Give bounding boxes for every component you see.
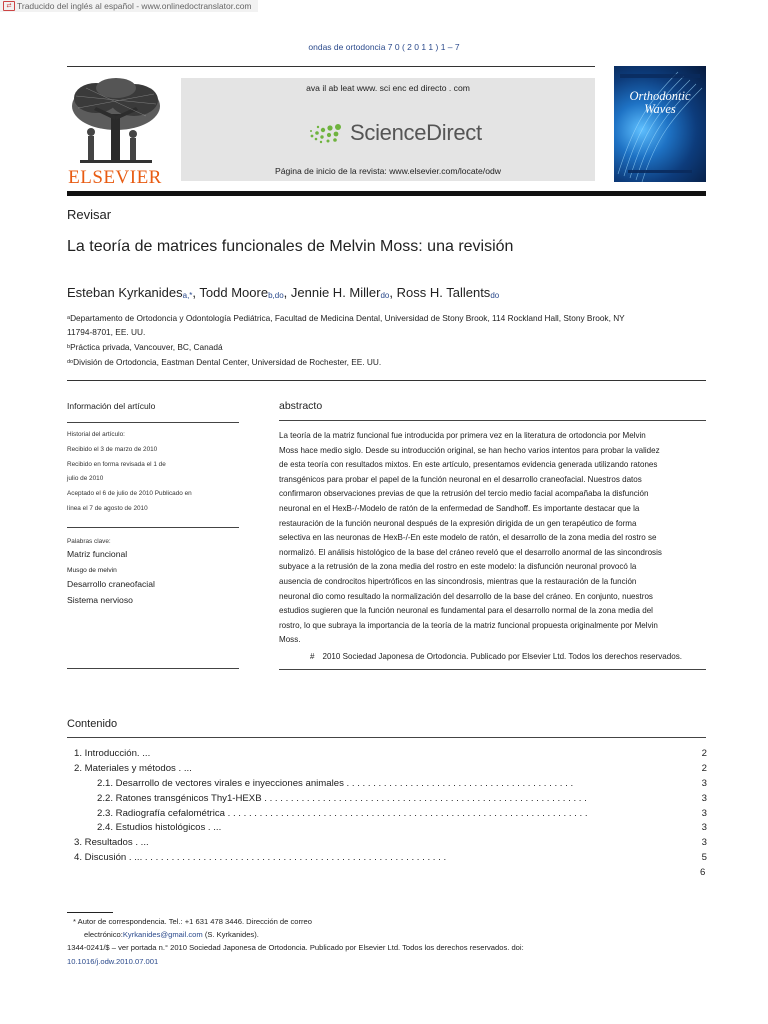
affiliation-a <box>67 311 625 325</box>
abstract-line: ausencia de condrocitos hipertróficos en las sincondrosis, mientras que la restauración de la función <box>279 576 637 586</box>
divider <box>67 527 239 528</box>
corresponding-author-note: * Autor de correspondencia. Tel.: +1 631 478 3446. Dirección de correo <box>73 917 313 926</box>
issn-line: 1344-0241/$ – ver portada n.° 2010 Sociedad Japonesa de Ortodoncia. Publicado por Elsevier Ltd. Todos los derechos reservados. doi: <box>67 943 524 952</box>
abstract-line: neuronal en el HexB-/-Modelo de ratón de la enfermedad de Sandhoff. Es importante destacar que la <box>279 503 640 513</box>
divider <box>279 669 706 670</box>
toc-entry[interactable] <box>67 778 707 792</box>
article-section-label: Revisar <box>67 207 112 222</box>
abstract-line: Moss hace medio siglo. Desde su introducción original, se han hecho varios intentos para probar la validez <box>279 445 660 455</box>
sciencedirect-logo[interactable] <box>308 120 482 146</box>
abstract-line: estudios sugieren que la función neuronal es fundamental para el desarrollo normal de la zona media del <box>279 606 653 616</box>
toc-entry-label[interactable]: 3. Resultados . ... <box>74 837 149 848</box>
toc-entry-label[interactable]: 2.2. Ratones transgénicos Thy1-HEXB . . . . . . . . . . . . . . . . . . . . . . . . . . . . . . . . . . . . . . . . . . . . . . . . . . . . . . . . . . . . . <box>97 793 587 804</box>
author-name: Jennie H. Miller <box>290 285 381 300</box>
email-prefix: electrónico: <box>84 930 123 939</box>
toc-entry-page: 2 <box>701 763 707 774</box>
email-suffix: (S. Kyrkanides). <box>202 930 259 939</box>
journal-cover-image[interactable] <box>614 66 706 182</box>
journal-reference[interactable]: ondas de ortodoncia 7 0 ( 2 0 1 1 ) 1 – 7 <box>308 42 460 52</box>
copyright-text: 2010 Sociedad Japonesa de Ortodoncia. Publicado por Elsevier Ltd. Todos los derechos reservados. <box>322 652 682 661</box>
toc-entry[interactable] <box>67 808 707 822</box>
copyright-mark: # <box>310 652 315 661</box>
author-name: Todd Moore <box>199 285 269 300</box>
toc-entry-page: 3 <box>701 837 707 848</box>
article-title: La teoría de matrices funcionales de Melvin Moss: una revisión <box>67 238 514 255</box>
author-affiliation-link[interactable]: do <box>380 291 390 300</box>
email-link[interactable]: Kyrkanides@gmail.com <box>122 930 203 939</box>
toc-entry-label[interactable]: 2. Materiales y métodos . ... <box>74 763 192 774</box>
translator-bar[interactable] <box>0 0 258 12</box>
affiliation-a-continued: 11794-8701, EE. UU. <box>67 327 146 337</box>
author-list: Esteban Kyrkanides$^{a,*}$, Todd Moore$^{b,do}$, Jennie H. Miller$^{do}$, Ross H. Tallents$^{do}$ <box>67 285 500 300</box>
toc-entry[interactable] <box>67 763 707 777</box>
abstract-line: rostro, lo que subraya la importancia de la teoría de la matriz funcional propuesta originalmente por Melvin <box>279 620 658 630</box>
abstract-line: neuronal dio como resultado la normalización del desarrollo de la base del cráneo. En conjunto, nuestros <box>279 591 653 601</box>
toc-entry-page: 3 <box>701 808 707 819</box>
toc-entry-page: 3 <box>701 778 707 789</box>
divider <box>279 420 706 421</box>
affiliation-text: División de Ortodoncia, Eastman Dental Center, Universidad de Rochester, EE. UU. <box>73 357 382 367</box>
keyword: Desarrollo craneofacial <box>67 579 155 589</box>
toc-entry-label[interactable]: 2.4. Estudios histológicos . ... <box>97 822 222 833</box>
abstract-line: de esta teoría con resultados mixtos. En este artículo, presentamos evidencia generada utilizando ratones <box>279 460 658 470</box>
abstract-copyright <box>310 652 682 661</box>
affiliation-mark: b <box>67 344 71 350</box>
toc-entry[interactable] <box>67 822 707 836</box>
author-affiliation-link[interactable]: do <box>490 291 500 300</box>
cover-title: Orthodontic Waves <box>629 89 691 116</box>
affiliation-text: Práctica privada, Vancouver, BC, Canadá <box>70 342 223 352</box>
history-label: Historial del artículo: <box>67 431 125 438</box>
translator-bar-text[interactable]: Traducido del inglés al español - www.onlinedoctranslator.com <box>17 1 252 11</box>
toc-entry-page: 3 <box>701 822 707 833</box>
affiliation-c <box>67 355 381 369</box>
header-rule <box>67 66 595 67</box>
cover-wave-graphic <box>614 66 706 182</box>
author-affiliation-link[interactable]: a,* <box>182 291 193 300</box>
email-line <box>84 930 259 939</box>
divider <box>67 737 706 738</box>
keyword: Matriz funcional <box>67 549 128 559</box>
abstract-body <box>279 429 707 648</box>
history-line: línea el 7 de agosto de 2010 <box>67 505 148 512</box>
divider <box>67 668 239 669</box>
toc-entry[interactable] <box>67 793 707 807</box>
toc-entry-label[interactable]: 4. Discusión . ... . . . . . . . . . . . . . . . . . . . . . . . . . . . . . . . . . . . . . . . . . . . . . . . . . . . . . . . . . <box>74 852 447 863</box>
history-line: Aceptado el 6 de julio de 2010 Publicado en <box>67 490 192 497</box>
toc-entry[interactable] <box>67 748 707 762</box>
toc-entry-page: 3 <box>701 793 707 804</box>
journal-homepage-text[interactable]: Página de inicio de la revista: www.elsevier.com/locate/odw <box>275 166 501 176</box>
abstract-line: transgénicos para probar el papel de la función neuronal en el desarrollo craneofacial. Nuestros datos <box>279 474 642 484</box>
document-translate-icon: ⇄ <box>3 1 15 11</box>
history-line: julio de 2010 <box>67 475 104 482</box>
divider <box>67 380 706 381</box>
sciencedirect-wordmark: ScienceDirect <box>350 120 482 145</box>
article-info-heading: Información del artículo <box>67 401 156 411</box>
affiliation-text: Departamento de Ortodoncia y Odontología Pediátrica, Facultad de Medicina Dental, Universidad de Stony Brook, 114 Rockland Hall, Stony Brook, NY <box>70 313 625 323</box>
abstract-line: selectiva en las neuronas de HexB-/-En este modelo de ratón, el desarrollo de la zona media del rostro se <box>279 533 657 543</box>
abstract-line: subyace a la retrusión de la zona media del rostro en este modelo: la disfunción neuronal provocó la <box>279 562 637 572</box>
header-thick-rule <box>67 191 706 196</box>
abstract-line: La teoría de la matriz funcional fue introducida por primera vez en la literatura de ortodoncia por Melvin <box>279 431 646 440</box>
toc-entry-page: 6 <box>700 867 706 878</box>
sciencedirect-dots-icon <box>308 122 344 144</box>
author-affiliation-link[interactable]: b,do <box>268 291 284 300</box>
toc-entry-page: 5 <box>701 852 707 863</box>
toc-entry-label[interactable]: 1. Introducción. ... <box>74 748 151 759</box>
abstract-line: Moss. <box>279 635 301 645</box>
keyword: Musgo de melvin <box>67 567 117 574</box>
toc-entry-label[interactable]: 2.3. Radiografía cefalométrica . . . . . . . . . . . . . . . . . . . . . . . . . . . . . . . . . . . . . . . . . . . . . . . . . . . . . . . . . . . . . . . . . . . . <box>97 808 588 819</box>
history-line: Recibido el 3 de marzo de 2010 <box>67 446 158 453</box>
affiliation-mark: do <box>67 359 74 365</box>
affiliation-b <box>67 340 223 354</box>
contents-heading: Contenido <box>67 718 118 730</box>
abstract-line: restauración de la función neuronal después de la expresión dirigida de un gen terapéutico de forma <box>279 518 637 528</box>
divider <box>67 422 239 423</box>
footnote-rule <box>67 912 113 913</box>
toc-entry-label[interactable]: 2.1. Desarrollo de vectores virales e inyecciones animales . . . . . . . . . . . . . . . . . . . . . . . . . . . . . . . . . . . . . . . . . . . <box>97 778 574 789</box>
author-name: Esteban Kyrkanides <box>67 285 183 300</box>
doi-link[interactable]: 10.1016/j.odw.2010.07.001 <box>67 957 159 966</box>
keywords-label: Palabras clave: <box>67 538 111 545</box>
toc-entry[interactable] <box>67 852 707 866</box>
abstract-line: confirmaron observaciones previas de que la retrusión del tercio medio facial acompañaba la disfunción <box>279 489 649 499</box>
history-line: Recibido en forma revisada el 1 de <box>67 461 166 468</box>
available-online-text[interactable]: ava il ab leat www. sci enc ed directo . com <box>306 83 470 93</box>
toc-entry-page: 2 <box>701 748 707 759</box>
author-name: Ross H. Tallents <box>396 285 491 300</box>
abstract-line: normalizó. El análisis histológico de la base del cráneo reveló que el desarrollo anormal de las sincondrosis <box>279 547 662 557</box>
keyword: Sistema nervioso <box>67 595 133 605</box>
affiliation-mark: a <box>67 315 71 321</box>
toc-entry[interactable] <box>67 837 707 851</box>
publisher-wordmark[interactable]: ELSEVIER <box>68 167 162 188</box>
abstract-heading: abstracto <box>279 400 323 412</box>
